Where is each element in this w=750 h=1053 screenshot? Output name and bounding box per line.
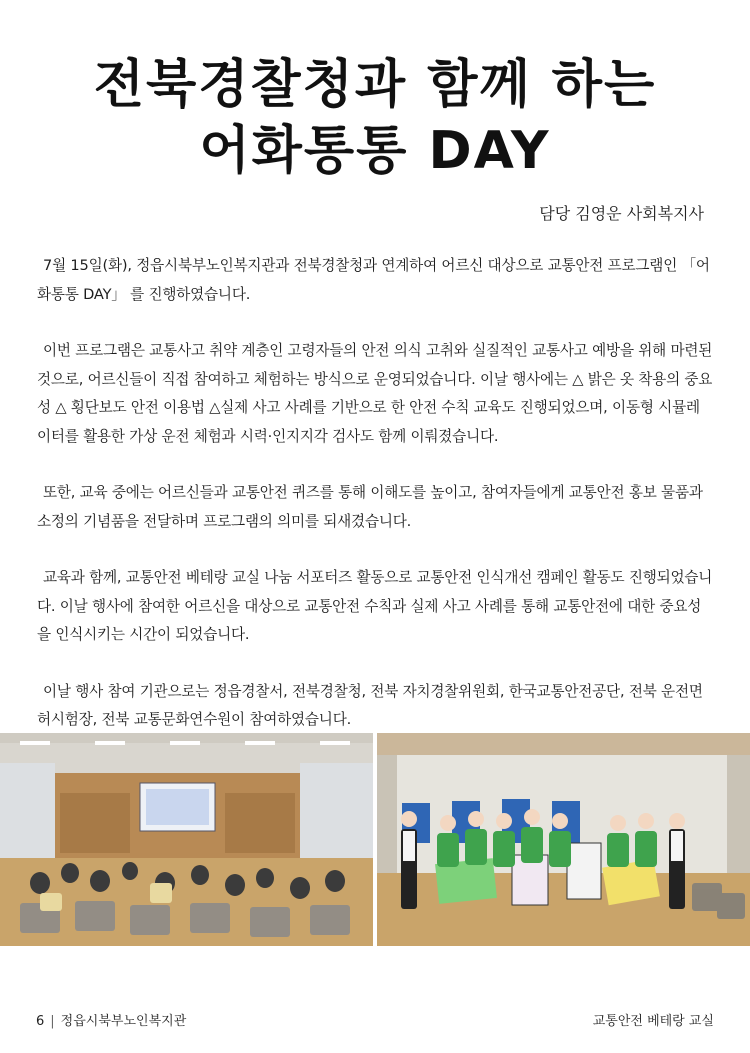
paragraph-1: 7월 15일(화), 정읍시북부노인복지관과 전북경찰청과 연계하여 어르신 대상으로 교통안전 프로그램인 「어화통통 DAY」 를 진행하였습니다.	[37, 257, 710, 303]
title-line-2: 어화통통 DAY	[199, 121, 551, 181]
footer-section: 교통안전 베테랑 교실	[592, 1014, 714, 1029]
paragraph-5: 이날 행사 참여 기관으로는 정읍경찰서, 전북경찰청, 전북 자치경찰위원회, 한국교통안전공단, 전북 운전면허시험장, 전북 교통문화연수원이 참여하였습니다.	[37, 682, 703, 728]
photo-strip	[0, 733, 750, 946]
paragraph-3: 또한, 교육 중에는 어르신들과 교통안전 퀴즈를 통해 이해도를 높이고, 참여자들에게 교통안전 홍보 물품과 소정의 기념품을 전달하며 프로그램의 의미를 되새겼습니다.	[37, 484, 703, 530]
footer-org: 정읍시북부노인복지관	[60, 1014, 187, 1029]
page-number: 6	[36, 1014, 45, 1029]
footer-left	[36, 1010, 186, 1029]
footer-separator: |	[50, 1014, 55, 1029]
photo-group-campaign	[377, 733, 750, 946]
paragraph-2: 이번 프로그램은 교통사고 취약 계층인 고령자들의 안전 의식 고취와 실질적인 교통사고 예방을 위해 마련된 것으로, 어르신들이 직접 참여하고 체험하는 방식으로 운영되었습니다. 이날 행사에는 △ 밝은 옷 착용의 중요성 △ 횡단보도 안전 이용법 △실제 사고 사례를 기반으로 한 안전 수칙 교육도 진행되었으며, 이동형 시뮬레이터를 활용한 가상 운전 체험과 시력·인지지각 검사도 함께 이뤄졌습니다.	[37, 342, 713, 445]
title-line-1: 전북경찰청과 함께 하는	[93, 55, 657, 115]
page-title	[0, 52, 750, 184]
paragraph-4: 교육과 함께, 교통안전 베테랑 교실 나눔 서포터즈 활동으로 교통안전 인식개선 캠페인 활동도 진행되었습니다. 이날 행사에 참여한 어르신을 대상으로 교통안전 수칙과 실제 사고 사례를 통해 교통안전에 대한 중요성을 인식시키는 시간이 되었습니다.	[37, 569, 713, 643]
author-credit: 담당 김영운 사회복지사	[539, 204, 704, 223]
photo-auditorium-audience	[0, 733, 373, 946]
article-body	[37, 252, 713, 763]
